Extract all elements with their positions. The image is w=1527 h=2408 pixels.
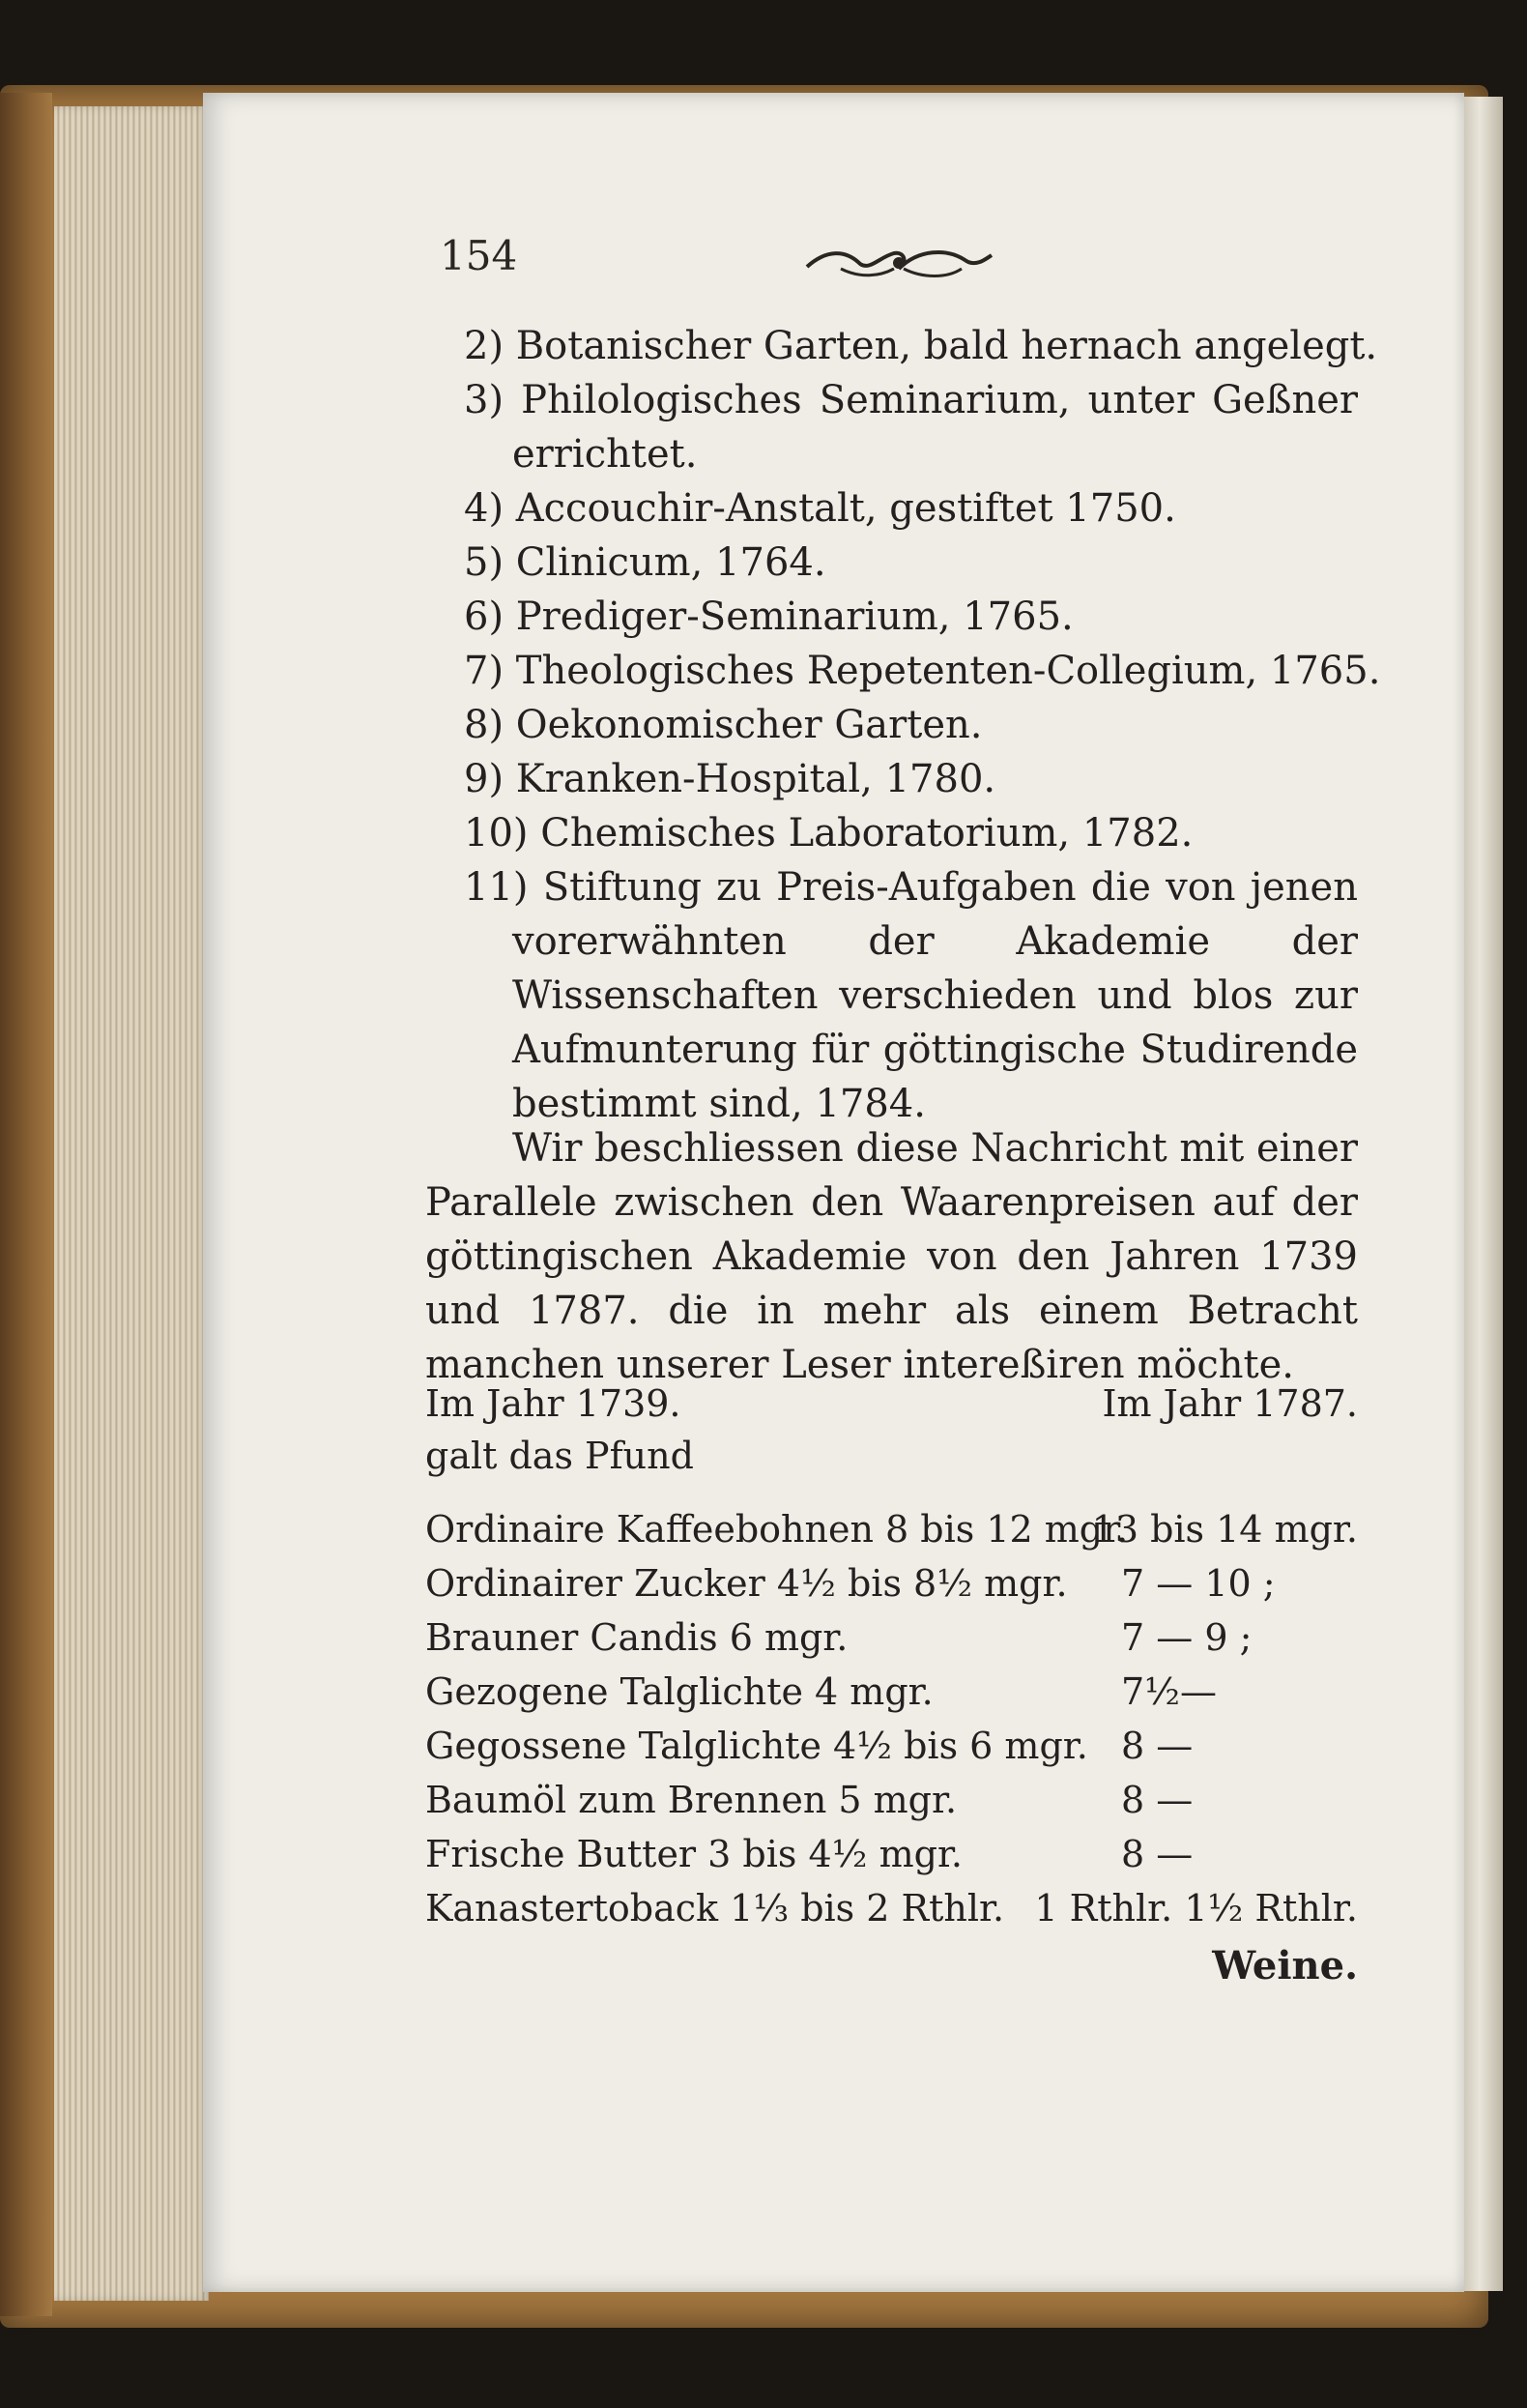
table-row: Frische Butter 3 bis 4½ mgr. 8 — <box>425 1833 1194 1875</box>
facing-page-edge <box>1464 97 1503 2291</box>
numbered-list <box>425 319 1381 1131</box>
list-item: 3) Philologisches Seminarium, unter Geßner errichtet. <box>464 378 1358 477</box>
list-item: 11) Stiftung zu Preis-Aufgaben die von jenen vorerwähnten der Akademie der Wissenschaften verschieden und blos zur Aufmunterung für göttingische Studirende bestimmt sind, 1784. <box>464 865 1358 1126</box>
paragraph-text: Wir beschliessen diese Nachricht mit einer Parallele zwischen den Waarenpreisen auf der göttingischen Akademie von den Jahren 1739 und 1787. die in mehr als einem Betracht manchen unserer Leser intereßiren möchte. <box>425 1126 1358 1387</box>
catchword: Weine. <box>1212 1943 1358 1988</box>
page-number: 154 <box>440 232 518 279</box>
table-row: Baumöl zum Brennen 5 mgr. 8 — <box>425 1779 1194 1821</box>
table-row: Kanastertoback 1⅓ bis 2 Rthlr. 1 Rthlr. 1½ Rthlr. <box>425 1887 1358 1929</box>
table-row: Ordinairer Zucker 4½ bis 8½ mgr. 7 — 10 ; <box>425 1562 1276 1605</box>
body-paragraph <box>425 1121 1358 1392</box>
list-item: 8) Oekonomischer Garten. <box>464 703 983 747</box>
table-row: Brauner Candis 6 mgr. 7 — 9 ; <box>425 1616 1253 1659</box>
list-item: 4) Accouchir-Anstalt, gestiftet 1750. <box>464 486 1176 531</box>
list-item: 5) Clinicum, 1764. <box>464 540 826 585</box>
list-item: 7) Theologisches Repetenten-Collegium, 1765. <box>464 649 1381 693</box>
header-1787: Im Jahr 1787. <box>1102 1382 1358 1425</box>
header-1739: Im Jahr 1739. <box>425 1382 681 1425</box>
ornament-icon <box>802 240 995 288</box>
list-item: 6) Prediger-Seminarium, 1765. <box>464 595 1074 639</box>
table-footer <box>425 1943 1358 1997</box>
book-spine <box>0 93 52 2316</box>
table-subheader: galt das Pfund <box>425 1435 694 1477</box>
table-header <box>425 1382 1358 1436</box>
page-edges <box>54 106 209 2301</box>
table-row: Gezogene Talglichte 4 mgr. 7½— <box>425 1670 1218 1713</box>
table-row: Gegossene Talglichte 4½ bis 6 mgr. 8 — <box>425 1725 1194 1767</box>
table-row: Ordinaire Kaffeebohnen 8 bis 12 mgr. 13 bis 14 mgr. <box>425 1508 1358 1551</box>
list-item: 2) Botanischer Garten, bald hernach angelegt. <box>464 324 1378 368</box>
list-item: 9) Kranken-Hospital, 1780. <box>464 757 996 801</box>
list-item: 10) Chemisches Laboratorium, 1782. <box>464 811 1194 856</box>
